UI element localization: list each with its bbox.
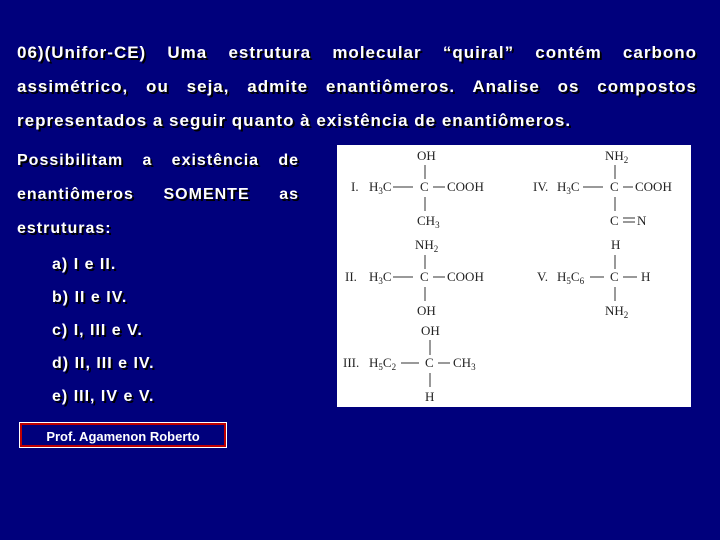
- structure-II-top: $NH_2$: [415, 237, 439, 254]
- structures-panel: [337, 145, 691, 407]
- structure-III-bottom: H: [425, 389, 435, 404]
- option-letter: b): [52, 289, 70, 306]
- option-text: I e II.: [73, 256, 117, 273]
- option-letter: e): [52, 388, 69, 405]
- structure-I: [351, 148, 484, 230]
- structure-I-label: I.: [351, 179, 359, 194]
- structure-I-center: C: [420, 179, 429, 194]
- structure-V: [537, 237, 650, 320]
- option-text: I, III e V.: [73, 322, 143, 339]
- question-line-1: 06)(Unifor-CE) Uma estrutura molecular “quiral” contém carbono: [17, 43, 697, 62]
- structure-III-top: OH: [421, 323, 440, 338]
- structure-I-bottom: $CH_3$: [417, 213, 440, 230]
- option-letter: d): [52, 355, 70, 372]
- question-line-3: representados a seguir quanto à existência de enantiômeros.: [17, 111, 572, 130]
- option-d[interactable]: [52, 347, 155, 380]
- structure-I-right: COOH: [447, 179, 484, 194]
- question-text: [17, 36, 697, 138]
- structures-figure: [337, 145, 691, 407]
- structure-III-center: C: [425, 355, 434, 370]
- answer-options: [52, 248, 155, 413]
- author-credit-box: [20, 423, 226, 447]
- structure-III: [343, 323, 476, 404]
- option-text: III, IV e V.: [73, 388, 155, 405]
- option-letter: c): [52, 322, 69, 339]
- structure-V-bottom: $NH_2$: [605, 303, 629, 320]
- option-letter: a): [52, 256, 69, 273]
- structure-II-center: C: [420, 269, 429, 284]
- answer-prompt: [17, 144, 299, 246]
- structure-II-right: COOH: [447, 269, 484, 284]
- structure-IV-center: C: [610, 179, 619, 194]
- structure-IV-left: $H_3C$: [557, 179, 580, 196]
- structure-III-right: $CH_3$: [453, 355, 476, 372]
- structure-V-right: H: [641, 269, 651, 284]
- prompt-line-1: Possibilitam a existência de: [17, 152, 299, 169]
- structure-IV-bottom-c: C: [610, 213, 619, 228]
- structure-II-left: $H_3C$: [369, 269, 392, 286]
- option-e[interactable]: [52, 380, 155, 413]
- option-text: II e IV.: [74, 289, 128, 306]
- option-text: II, III e IV.: [74, 355, 155, 372]
- option-a[interactable]: [52, 248, 155, 281]
- structure-V-center: C: [610, 269, 619, 284]
- prompt-line-2: enantiômeros SOMENTE as: [17, 186, 299, 203]
- structure-II-bottom: OH: [417, 303, 436, 318]
- structure-II: [345, 237, 484, 318]
- structure-III-label: III.: [343, 355, 360, 370]
- structure-IV-label: IV.: [533, 179, 549, 194]
- author-credit: Prof. Agamenon Roberto: [46, 429, 200, 444]
- structure-II-label: II.: [345, 269, 357, 284]
- structure-I-top: OH: [417, 148, 436, 163]
- structure-IV: [533, 148, 672, 228]
- option-c[interactable]: [52, 314, 155, 347]
- structure-IV-right: COOH: [635, 179, 672, 194]
- structure-I-left: $H_3C$: [369, 179, 392, 196]
- option-b[interactable]: [52, 281, 155, 314]
- structure-IV-bottom-n: N: [637, 213, 647, 228]
- structure-V-left: $H_5C_6$: [557, 269, 585, 286]
- question-line-2: assimétrico, ou seja, admite enantiômeros. Analise os compostos: [17, 77, 697, 96]
- prompt-line-3: estruturas:: [17, 220, 112, 237]
- structure-IV-top: $NH_2$: [605, 148, 629, 165]
- structure-V-top: H: [611, 237, 621, 252]
- structure-III-left: $H_5C_2$: [369, 355, 397, 372]
- structure-V-label: V.: [537, 269, 548, 284]
